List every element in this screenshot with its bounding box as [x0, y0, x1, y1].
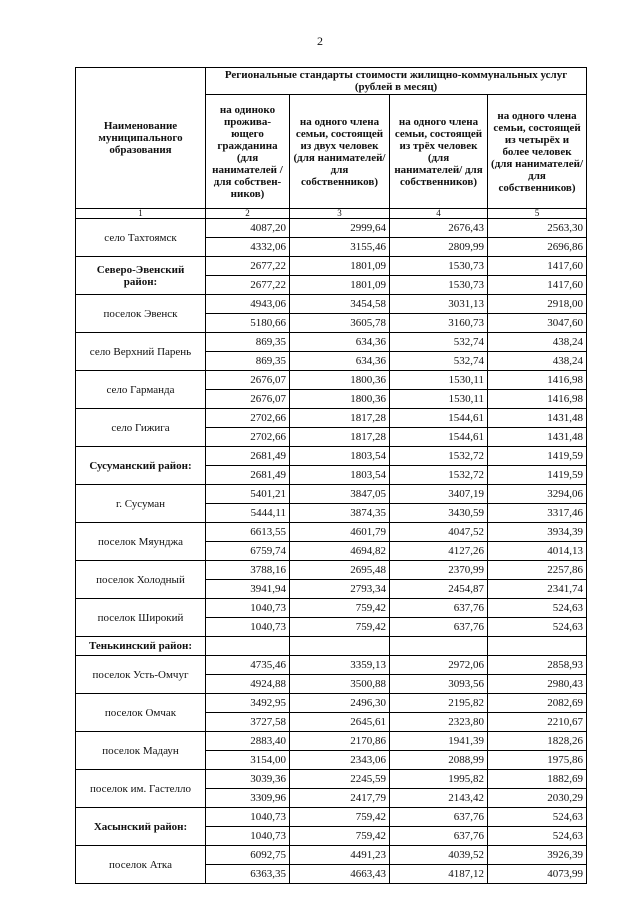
settlement-name-cell: поселок Эвенск [76, 295, 206, 333]
value-cell: 4663,43 [290, 865, 390, 884]
value-cell [390, 637, 488, 656]
value-cell: 1417,60 [488, 276, 587, 295]
value-cell: 3047,60 [488, 314, 587, 333]
value-cell: 2681,49 [206, 447, 290, 466]
settlement-name-cell: село Гарманда [76, 371, 206, 409]
settlement-name-cell: село Гижига [76, 409, 206, 447]
table-row [76, 732, 587, 751]
settlement-name-cell: поселок Мадаун [76, 732, 206, 770]
value-cell: 1040,73 [206, 599, 290, 618]
value-cell: 3874,35 [290, 504, 390, 523]
value-cell: 634,36 [290, 352, 390, 371]
table-row [76, 846, 587, 865]
value-cell: 2645,61 [290, 713, 390, 732]
standards-group-header: Региональные стандарты стоимости жилищно-коммунальных услуг (рублей в месяц) [206, 68, 587, 95]
value-cell: 2793,34 [290, 580, 390, 599]
value-cell: 637,76 [390, 827, 488, 846]
settlement-name-cell: поселок Мяунджа [76, 523, 206, 561]
value-cell: 2980,43 [488, 675, 587, 694]
value-cell: 2370,99 [390, 561, 488, 580]
table-row [76, 485, 587, 504]
table-row [76, 808, 587, 827]
value-cell: 2702,66 [206, 409, 290, 428]
value-cell: 3941,94 [206, 580, 290, 599]
settlement-name-cell: поселок им. Гастелло [76, 770, 206, 808]
value-cell: 1530,73 [390, 257, 488, 276]
value-cell: 5401,21 [206, 485, 290, 504]
value-cell: 3155,46 [290, 238, 390, 257]
column-number: 4 [390, 209, 488, 219]
value-cell: 2809,99 [390, 238, 488, 257]
district-name-cell: Тенькинский район: [76, 637, 206, 656]
value-cell: 2681,49 [206, 466, 290, 485]
settlement-name-cell: поселок Омчак [76, 694, 206, 732]
value-cell: 2677,22 [206, 257, 290, 276]
value-cell [290, 637, 390, 656]
value-cell: 2883,40 [206, 732, 290, 751]
value-cell: 1431,48 [488, 428, 587, 447]
value-cell: 1530,73 [390, 276, 488, 295]
standards-table [75, 67, 587, 884]
value-cell: 1800,36 [290, 390, 390, 409]
settlement-name-cell: поселок Широкий [76, 599, 206, 637]
value-cell: 2563,30 [488, 219, 587, 238]
value-cell: 869,35 [206, 352, 290, 371]
value-cell: 3492,95 [206, 694, 290, 713]
table-row [76, 694, 587, 713]
value-cell [488, 637, 587, 656]
value-cell: 1803,54 [290, 447, 390, 466]
value-cell: 2245,59 [290, 770, 390, 789]
value-cell: 4601,79 [290, 523, 390, 542]
value-cell: 2343,06 [290, 751, 390, 770]
value-cell: 1416,98 [488, 390, 587, 409]
value-cell: 1544,61 [390, 428, 488, 447]
table-row [76, 561, 587, 580]
value-cell: 4924,88 [206, 675, 290, 694]
value-cell: 1941,39 [390, 732, 488, 751]
value-cell: 2210,67 [488, 713, 587, 732]
value-cell: 2030,29 [488, 789, 587, 808]
value-cell: 3154,00 [206, 751, 290, 770]
settlement-name-cell: село Тахтоямск [76, 219, 206, 257]
value-cell: 2088,99 [390, 751, 488, 770]
value-cell: 2195,82 [390, 694, 488, 713]
value-cell: 4047,52 [390, 523, 488, 542]
value-cell: 438,24 [488, 352, 587, 371]
value-cell: 524,63 [488, 618, 587, 637]
column-number: 5 [488, 209, 587, 219]
value-cell: 1040,73 [206, 808, 290, 827]
value-cell: 2170,86 [290, 732, 390, 751]
table-row [76, 656, 587, 675]
column-header-two-person: на одного члена семьи, состоящей из двух человек (для нанимателей/ для собственников) [290, 95, 390, 209]
table-body [76, 219, 587, 884]
value-cell: 2496,30 [290, 694, 390, 713]
column-header-three-person: на одного члена семьи, состоящей из трёх человек (для нанимателей/ для собственников) [390, 95, 488, 209]
value-cell: 2417,79 [290, 789, 390, 808]
value-cell: 2918,00 [488, 295, 587, 314]
value-cell: 4332,06 [206, 238, 290, 257]
value-cell: 4694,82 [290, 542, 390, 561]
value-cell: 1801,09 [290, 276, 390, 295]
table-row [76, 637, 587, 656]
settlement-name-cell: поселок Холодный [76, 561, 206, 599]
value-cell [206, 637, 290, 656]
value-cell: 2677,22 [206, 276, 290, 295]
value-cell: 4187,12 [390, 865, 488, 884]
value-cell: 6092,75 [206, 846, 290, 865]
table-row [76, 409, 587, 428]
value-cell: 869,35 [206, 333, 290, 352]
value-cell: 1975,86 [488, 751, 587, 770]
value-cell: 5180,66 [206, 314, 290, 333]
value-cell: 6759,74 [206, 542, 290, 561]
value-cell: 2082,69 [488, 694, 587, 713]
value-cell: 2454,87 [390, 580, 488, 599]
value-cell: 637,76 [390, 599, 488, 618]
value-cell: 4127,26 [390, 542, 488, 561]
value-cell: 4087,20 [206, 219, 290, 238]
value-cell: 3407,19 [390, 485, 488, 504]
value-cell: 532,74 [390, 352, 488, 371]
district-name-cell: Северо-Эвенский район: [76, 257, 206, 295]
value-cell: 2676,07 [206, 371, 290, 390]
value-cell: 2143,42 [390, 789, 488, 808]
value-cell: 2257,86 [488, 561, 587, 580]
value-cell: 2323,80 [390, 713, 488, 732]
value-cell: 1532,72 [390, 447, 488, 466]
value-cell: 1417,60 [488, 257, 587, 276]
value-cell: 2676,43 [390, 219, 488, 238]
value-cell: 2341,74 [488, 580, 587, 599]
value-cell: 2695,48 [290, 561, 390, 580]
value-cell: 3309,96 [206, 789, 290, 808]
value-cell: 3727,58 [206, 713, 290, 732]
value-cell: 532,74 [390, 333, 488, 352]
value-cell: 3093,56 [390, 675, 488, 694]
value-cell: 3031,13 [390, 295, 488, 314]
value-cell: 2972,06 [390, 656, 488, 675]
column-number: 2 [206, 209, 290, 219]
value-cell: 1419,59 [488, 466, 587, 485]
value-cell: 634,36 [290, 333, 390, 352]
value-cell: 2696,86 [488, 238, 587, 257]
column-header-four-plus: на одного члена семьи, состоящей из четырёх и более человек (для нанимателей/ для собственников) [488, 95, 587, 209]
value-cell: 6363,35 [206, 865, 290, 884]
value-cell: 4014,13 [488, 542, 587, 561]
table-row [76, 447, 587, 466]
value-cell: 3039,36 [206, 770, 290, 789]
value-cell: 1431,48 [488, 409, 587, 428]
value-cell: 1530,11 [390, 371, 488, 390]
value-cell: 438,24 [488, 333, 587, 352]
value-cell: 1828,26 [488, 732, 587, 751]
district-name-cell: Хасынский район: [76, 808, 206, 846]
settlement-name-cell: село Верхний Парень [76, 333, 206, 371]
value-cell: 1544,61 [390, 409, 488, 428]
value-cell: 1803,54 [290, 466, 390, 485]
value-cell: 1817,28 [290, 409, 390, 428]
settlement-name-cell: г. Сусуман [76, 485, 206, 523]
value-cell: 3430,59 [390, 504, 488, 523]
value-cell: 1801,09 [290, 257, 390, 276]
value-cell: 5444,11 [206, 504, 290, 523]
value-cell: 637,76 [390, 618, 488, 637]
value-cell: 759,42 [290, 618, 390, 637]
value-cell: 4073,99 [488, 865, 587, 884]
value-cell: 1416,98 [488, 371, 587, 390]
municipality-column-header: Наименование муниципального образования [76, 68, 206, 209]
table-row [76, 599, 587, 618]
value-cell: 1800,36 [290, 371, 390, 390]
column-number: 1 [76, 209, 206, 219]
value-cell: 1882,69 [488, 770, 587, 789]
column-number: 3 [290, 209, 390, 219]
value-cell: 4943,06 [206, 295, 290, 314]
value-cell: 524,63 [488, 599, 587, 618]
settlement-name-cell: поселок Усть-Омчуг [76, 656, 206, 694]
value-cell: 6613,55 [206, 523, 290, 542]
value-cell: 3605,78 [290, 314, 390, 333]
value-cell: 759,42 [290, 599, 390, 618]
value-cell: 3500,88 [290, 675, 390, 694]
table-row [76, 257, 587, 276]
value-cell: 4491,23 [290, 846, 390, 865]
value-cell: 3926,39 [488, 846, 587, 865]
value-cell: 3788,16 [206, 561, 290, 580]
value-cell: 4735,46 [206, 656, 290, 675]
value-cell: 759,42 [290, 827, 390, 846]
table-row [76, 523, 587, 542]
value-cell: 1419,59 [488, 447, 587, 466]
table-row [76, 295, 587, 314]
table-row [76, 219, 587, 238]
value-cell: 3359,13 [290, 656, 390, 675]
value-cell: 1530,11 [390, 390, 488, 409]
value-cell: 3934,39 [488, 523, 587, 542]
column-header-single: на одиноко прожива-ющего гражданина (для нанимателей /для собствен-ников) [206, 95, 290, 209]
value-cell: 1817,28 [290, 428, 390, 447]
district-name-cell: Сусуманский район: [76, 447, 206, 485]
value-cell: 3454,58 [290, 295, 390, 314]
value-cell: 3847,05 [290, 485, 390, 504]
table-row [76, 770, 587, 789]
value-cell: 3294,06 [488, 485, 587, 504]
value-cell: 3317,46 [488, 504, 587, 523]
value-cell: 1532,72 [390, 466, 488, 485]
value-cell: 2676,07 [206, 390, 290, 409]
page-number: 2 [317, 34, 323, 48]
value-cell: 1995,82 [390, 770, 488, 789]
value-cell: 2702,66 [206, 428, 290, 447]
value-cell: 524,63 [488, 827, 587, 846]
value-cell: 1040,73 [206, 827, 290, 846]
value-cell: 4039,52 [390, 846, 488, 865]
value-cell: 637,76 [390, 808, 488, 827]
table-row [76, 333, 587, 352]
value-cell: 524,63 [488, 808, 587, 827]
settlement-name-cell: поселок Атка [76, 846, 206, 884]
value-cell: 3160,73 [390, 314, 488, 333]
value-cell: 2999,64 [290, 219, 390, 238]
value-cell: 2858,93 [488, 656, 587, 675]
value-cell: 759,42 [290, 808, 390, 827]
value-cell: 1040,73 [206, 618, 290, 637]
table-row [76, 371, 587, 390]
